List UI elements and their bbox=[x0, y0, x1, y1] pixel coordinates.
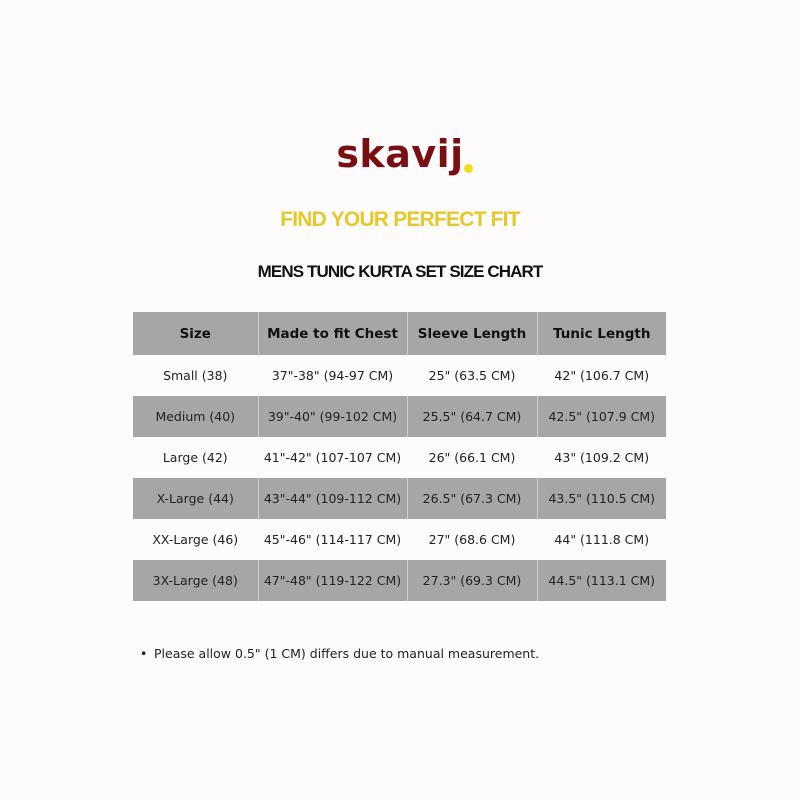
cell-tunic: 42.5" (107.9 CM) bbox=[537, 396, 666, 437]
cell-sleeve: 27.3" (69.3 CM) bbox=[407, 560, 537, 601]
cell-size: X-Large (44) bbox=[133, 478, 258, 519]
cell-sleeve: 25.5" (64.7 CM) bbox=[407, 396, 537, 437]
table-row bbox=[133, 355, 666, 396]
cell-chest: 39"-40" (99-102 CM) bbox=[258, 396, 407, 437]
measurement-note bbox=[140, 646, 539, 661]
cell-tunic: 44.5" (113.1 CM) bbox=[537, 560, 666, 601]
cell-sleeve: 26" (66.1 CM) bbox=[407, 437, 537, 478]
brand-logo bbox=[0, 132, 800, 176]
cell-chest: 41"-42" (107-107 CM) bbox=[258, 437, 407, 478]
brand-logo-text: skavij bbox=[336, 132, 464, 176]
bullet-icon: • bbox=[140, 646, 148, 661]
header-sleeve-length: Sleeve Length bbox=[407, 312, 537, 355]
cell-chest: 45"-46" (114-117 CM) bbox=[258, 519, 407, 560]
cell-sleeve: 25" (63.5 CM) bbox=[407, 355, 537, 396]
table-row bbox=[133, 560, 666, 601]
header-chest: Made to fit Chest bbox=[258, 312, 407, 355]
table-row bbox=[133, 437, 666, 478]
table-row bbox=[133, 396, 666, 437]
cell-size: Small (38) bbox=[133, 355, 258, 396]
cell-tunic: 42" (106.7 CM) bbox=[537, 355, 666, 396]
page-title: MENS TUNIC KURTA SET SIZE CHART bbox=[257, 262, 543, 281]
brand-dot-icon bbox=[464, 164, 473, 173]
cell-chest: 47"-48" (119-122 CM) bbox=[258, 560, 407, 601]
cell-size: 3X-Large (48) bbox=[133, 560, 258, 601]
table-header-row bbox=[133, 312, 666, 355]
cell-sleeve: 27" (68.6 CM) bbox=[407, 519, 537, 560]
table-row bbox=[133, 519, 666, 560]
cell-chest: 37"-38" (94-97 CM) bbox=[258, 355, 407, 396]
cell-size: Medium (40) bbox=[133, 396, 258, 437]
cell-tunic: 43.5" (110.5 CM) bbox=[537, 478, 666, 519]
cell-chest: 43"-44" (109-112 CM) bbox=[258, 478, 407, 519]
cell-tunic: 44" (111.8 CM) bbox=[537, 519, 666, 560]
cell-size: XX-Large (46) bbox=[133, 519, 258, 560]
note-text: Please allow 0.5" (1 CM) differs due to manual measurement. bbox=[154, 646, 540, 661]
header-tunic-length: Tunic Length bbox=[537, 312, 666, 355]
cell-sleeve: 26.5" (67.3 CM) bbox=[407, 478, 537, 519]
table-row bbox=[133, 478, 666, 519]
tagline: FIND YOUR PERFECT FIT bbox=[280, 208, 520, 231]
cell-tunic: 43" (109.2 CM) bbox=[537, 437, 666, 478]
header-size: Size bbox=[133, 312, 258, 355]
size-chart-table bbox=[133, 312, 666, 601]
cell-size: Large (42) bbox=[133, 437, 258, 478]
